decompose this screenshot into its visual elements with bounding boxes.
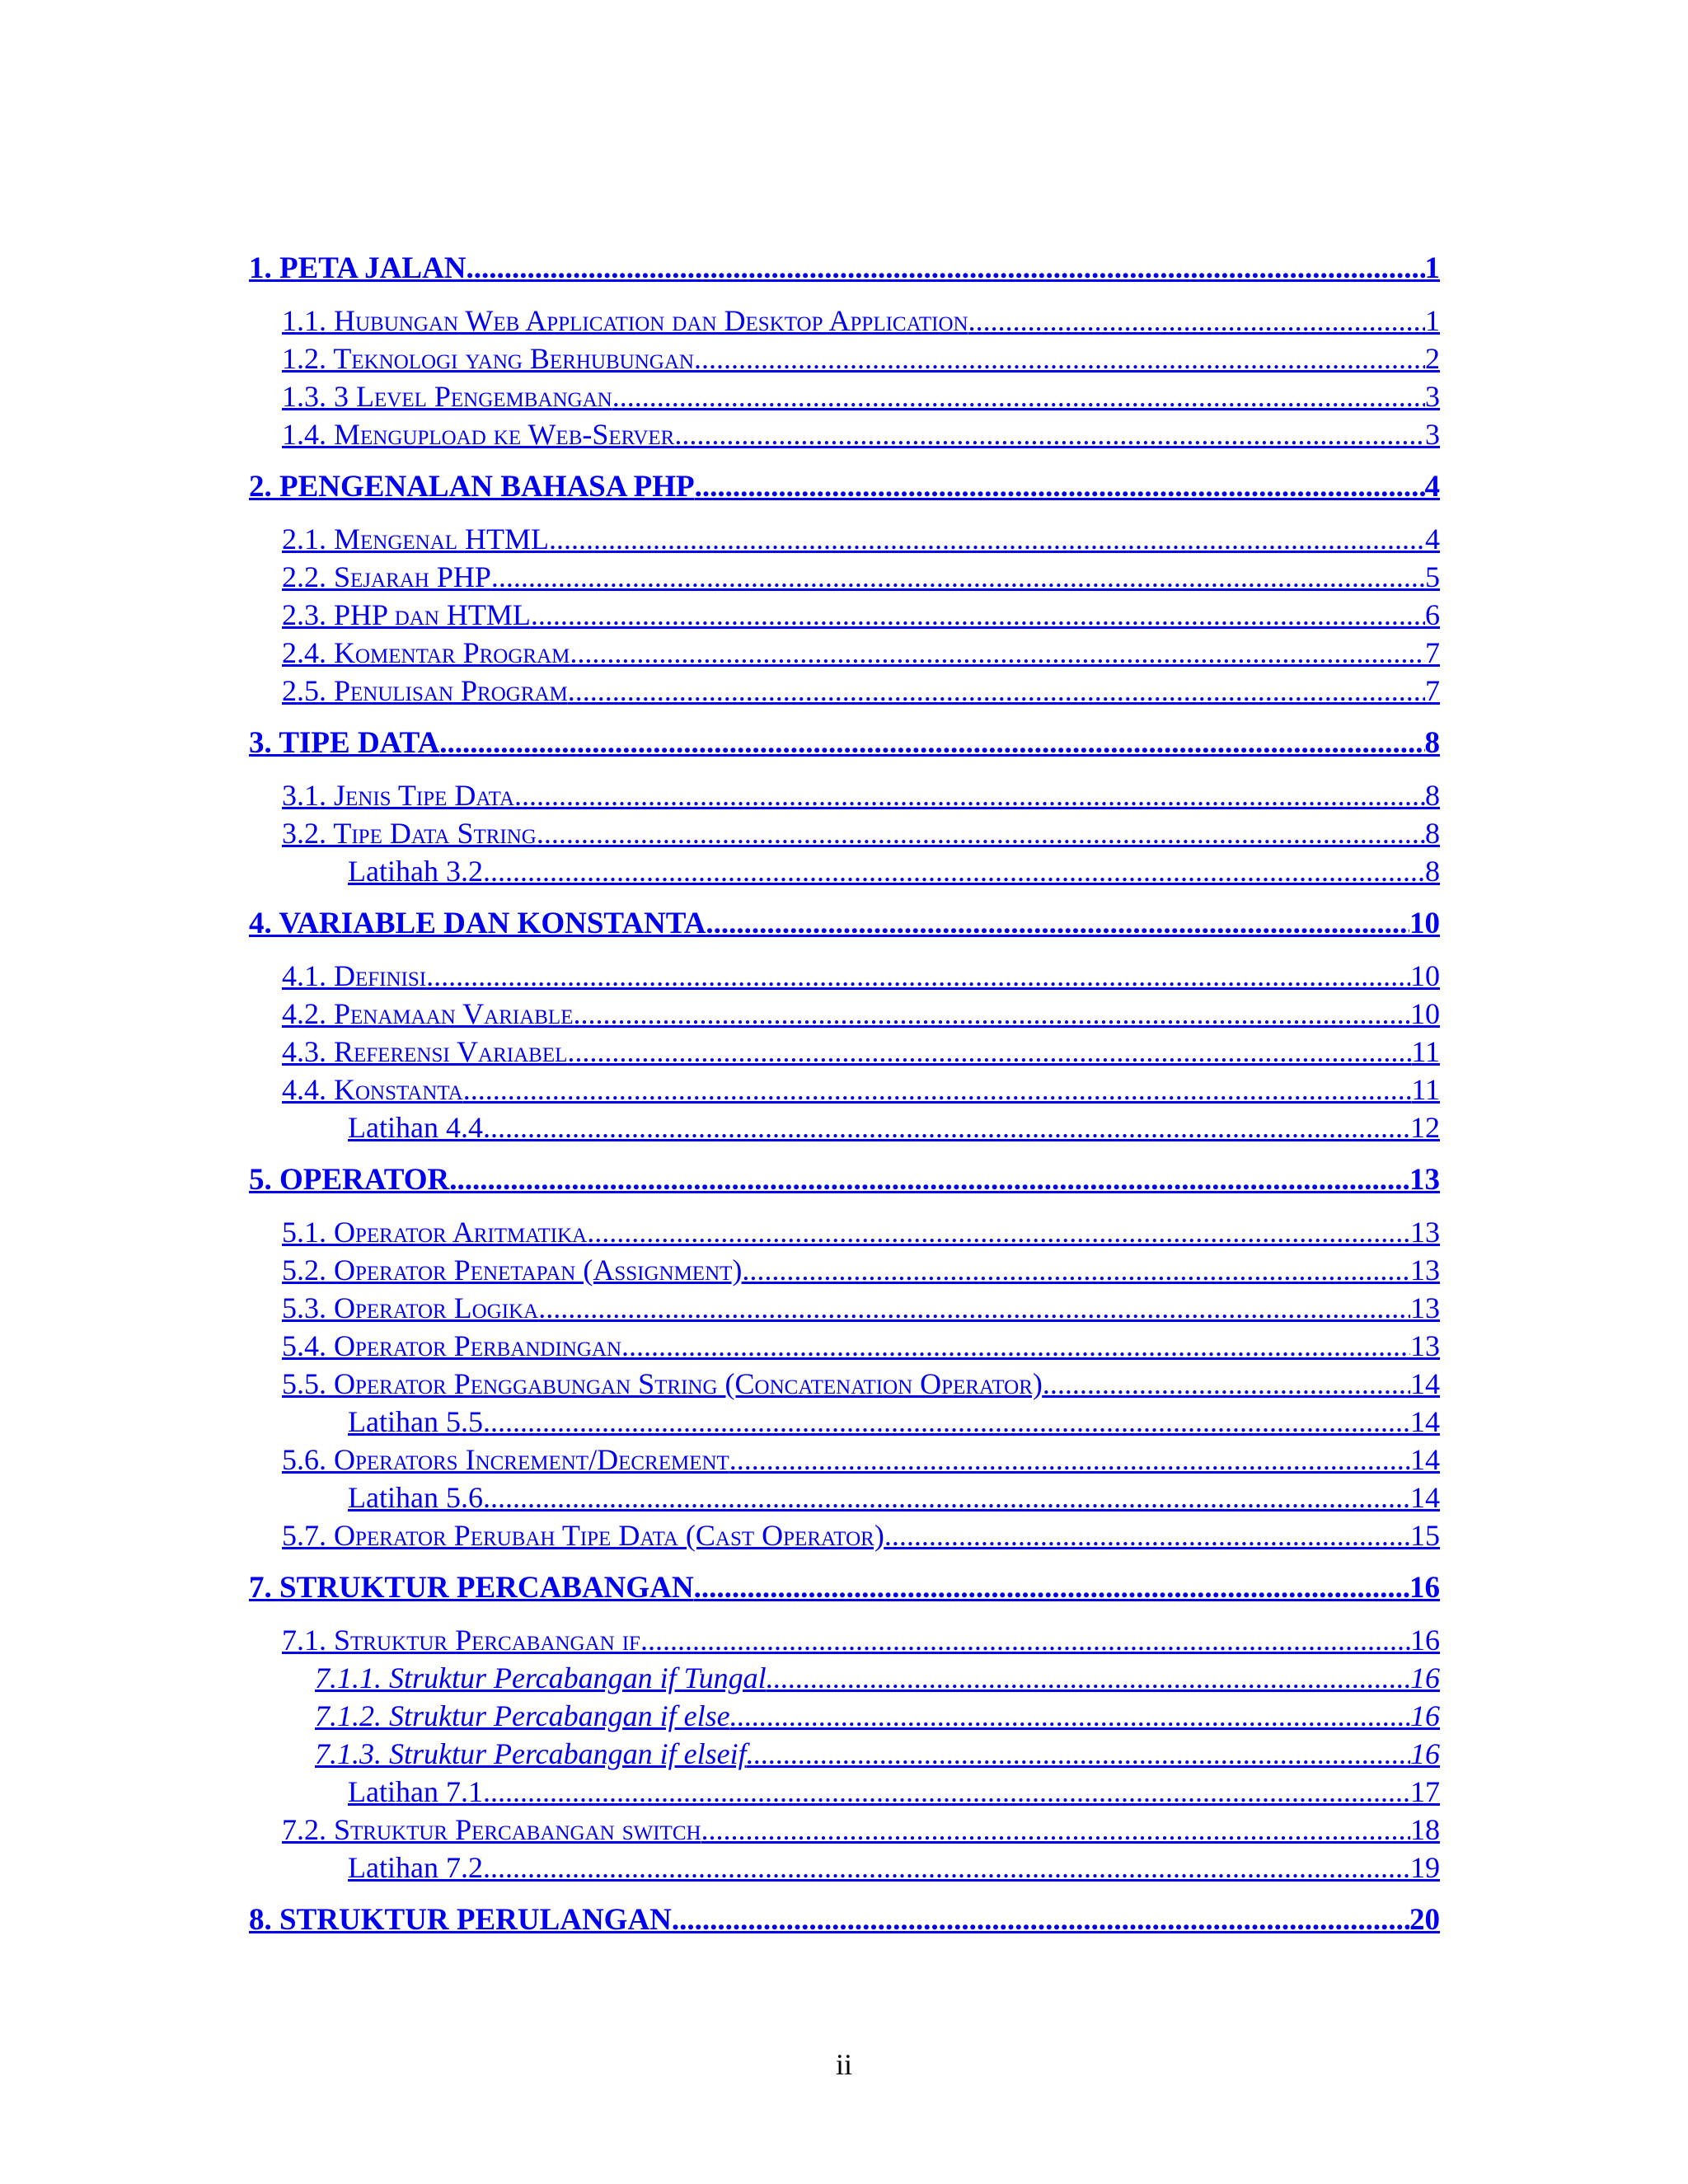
toc-chapter-link[interactable] — [249, 468, 1440, 506]
toc-entry-label: 5.5. Operator Penggabungan String (Concatenation Operator) — [282, 1367, 1043, 1400]
toc-entry-page: 10 — [1409, 907, 1440, 940]
toc-entry-page: 13 — [1410, 1291, 1440, 1324]
toc-entry-page: 17 — [1410, 1775, 1440, 1808]
toc-leader-dots — [538, 1289, 1410, 1327]
toc-leader-dots — [587, 1213, 1410, 1251]
toc-entry-page: 15 — [1410, 1519, 1440, 1552]
toc-chapter-link[interactable] — [249, 905, 1440, 943]
toc-entry-page: 3 — [1425, 418, 1440, 451]
toc-leader-dots — [767, 1659, 1410, 1697]
toc-entry-link[interactable] — [249, 1811, 1440, 1849]
toc-leader-dots — [1043, 1365, 1410, 1403]
toc-leader-dots — [483, 852, 1425, 890]
toc-entry-link[interactable] — [249, 814, 1440, 852]
toc-leader-dots — [694, 1569, 1409, 1607]
toc-entry-page: 19 — [1410, 1851, 1440, 1884]
toc-entry-link[interactable] — [249, 1516, 1440, 1554]
toc-entry-page: 1 — [1425, 304, 1440, 337]
toc-entry-link[interactable] — [249, 558, 1440, 596]
toc-entry-page: 4 — [1424, 470, 1440, 504]
toc-entry-link[interactable] — [249, 852, 1440, 890]
toc-entry-label: 4. VARIABLE DAN KONSTANTA — [249, 907, 706, 940]
toc-entry-page: 13 — [1410, 1254, 1440, 1286]
toc-entry-label: 7. STRUKTUR PERCABANGAN — [249, 1571, 694, 1605]
toc-entry-link[interactable] — [249, 1108, 1440, 1146]
toc-entry-link[interactable] — [249, 1659, 1440, 1697]
toc-entry-link[interactable] — [249, 1071, 1440, 1108]
toc-leader-dots — [483, 1108, 1410, 1146]
toc-entry-label: 3.1. Jenis Tipe Data — [282, 779, 515, 812]
toc-leader-dots — [531, 596, 1425, 634]
toc-entry-label: 7.1. Struktur Percabangan if — [282, 1624, 640, 1657]
toc-entry-label: 5.7. Operator Perubah Tipe Data (Cast Operator) — [282, 1519, 884, 1552]
toc-leader-dots — [426, 957, 1410, 995]
toc-entry-page: 7 — [1425, 674, 1440, 707]
toc-leader-dots — [621, 1327, 1410, 1365]
toc-entry-link[interactable] — [249, 634, 1440, 672]
toc-entry-label: 5.2. Operator Penetapan (Assignment) — [282, 1254, 743, 1286]
toc-entry-link[interactable] — [249, 1403, 1440, 1441]
toc-entry-page: 14 — [1410, 1405, 1440, 1438]
toc-leader-dots — [742, 1251, 1410, 1289]
toc-entry-label: 7.2. Struktur Percabangan switch — [282, 1813, 701, 1846]
toc-entry-link[interactable] — [249, 1327, 1440, 1365]
toc-leader-dots — [701, 1811, 1410, 1849]
toc-leader-dots — [537, 814, 1425, 852]
toc-entry-page: 12 — [1410, 1111, 1440, 1144]
toc-entry-label: Latihan 5.6 — [348, 1481, 483, 1514]
toc-leader-dots — [483, 1773, 1410, 1811]
toc-entry-page: 8 — [1424, 726, 1440, 760]
toc-leader-dots — [640, 1621, 1410, 1659]
toc-entry-page: 4 — [1425, 523, 1440, 555]
toc-leader-dots — [884, 1516, 1410, 1554]
toc-entry-page: 1 — [1424, 251, 1440, 285]
toc-leader-dots — [570, 634, 1425, 672]
toc-entry-label: 2.3. PHP dan HTML — [282, 598, 531, 631]
toc-leader-dots — [573, 995, 1410, 1033]
toc-entry-label: 4.2. Penamaan Variable — [282, 997, 574, 1030]
toc-leader-dots — [514, 776, 1425, 814]
toc-entry-label: Latihan 4.4 — [348, 1111, 483, 1144]
toc-entry-page: 3 — [1425, 380, 1440, 413]
toc-entry-label: Latihan 7.1 — [348, 1775, 483, 1808]
toc-entry-label: 5.4. Operator Perbandingan — [282, 1329, 622, 1362]
toc-entry-label: 7.1.2. Struktur Percabangan if else — [315, 1699, 730, 1732]
toc-entry-link[interactable] — [249, 1735, 1440, 1773]
toc-leader-dots — [463, 1071, 1412, 1108]
toc-entry-label: 7.1.1. Struktur Percabangan if Tungal — [315, 1661, 767, 1694]
toc-entry-label: 4.4. Konstanta — [282, 1073, 463, 1106]
toc-leader-dots — [483, 1849, 1410, 1886]
toc-entry-page: 8 — [1425, 779, 1440, 812]
toc-entry-label: 2.4. Komentar Program — [282, 636, 570, 669]
toc-entry-label: 1.1. Hubungan Web Application dan Desktop Application — [282, 304, 968, 337]
toc-leader-dots — [449, 1161, 1409, 1199]
toc-entry-link[interactable] — [249, 377, 1440, 415]
toc-entry-page: 5 — [1425, 560, 1440, 593]
toc-entry-link[interactable] — [249, 302, 1440, 340]
toc-entry-link[interactable] — [249, 1033, 1440, 1071]
toc-leader-dots — [695, 468, 1425, 506]
toc-entry-link[interactable] — [249, 1697, 1440, 1735]
toc-entry-label: 2. PENGENALAN BAHASA PHP — [249, 470, 695, 504]
toc-entry-link[interactable] — [249, 1441, 1440, 1479]
toc-entry-link[interactable] — [249, 1773, 1440, 1811]
toc-entry-label: 5.1. Operator Aritmatika — [282, 1216, 588, 1249]
toc-entry-page: 13 — [1410, 1329, 1440, 1362]
toc-chapter-link[interactable] — [249, 1901, 1440, 1939]
toc-entry-label: 1.2. Teknologi yang Berhubungan — [282, 342, 694, 375]
toc-leader-dots — [466, 250, 1424, 288]
toc-entry-page: 16 — [1410, 1624, 1440, 1657]
toc-leader-dots — [968, 302, 1425, 340]
toc-entry-label: 2.1. Mengenal HTML — [282, 523, 550, 555]
toc-leader-dots — [567, 1033, 1411, 1071]
toc-entry-page: 7 — [1425, 636, 1440, 669]
toc-entry-link[interactable] — [249, 415, 1440, 453]
toc-entry-page: 18 — [1410, 1813, 1440, 1846]
toc-entry-page: 13 — [1409, 1163, 1440, 1197]
toc-leader-dots — [483, 1403, 1410, 1441]
toc-entry-link[interactable] — [249, 520, 1440, 558]
toc-entry-page: 20 — [1409, 1903, 1440, 1937]
toc-leader-dots — [612, 377, 1425, 415]
toc-leader-dots — [706, 905, 1409, 943]
toc-entry-link[interactable] — [249, 1621, 1440, 1659]
toc-entry-link[interactable] — [249, 1213, 1440, 1251]
toc-entry-page: 11 — [1411, 1073, 1440, 1106]
toc-leader-dots — [549, 520, 1425, 558]
toc-entry-link[interactable] — [249, 1289, 1440, 1327]
toc-entry-link[interactable] — [249, 1251, 1440, 1289]
toc-entry-page: 11 — [1411, 1035, 1440, 1068]
toc-entry-page: 16 — [1410, 1699, 1440, 1732]
toc-entry-label: Latihan 5.5 — [348, 1405, 483, 1438]
toc-entry-label: 3. TIPE DATA — [249, 726, 440, 760]
toc-entry-label: Latihah 3.2 — [348, 855, 483, 888]
toc-entry-link[interactable] — [249, 340, 1440, 377]
toc-entry-page: 2 — [1425, 342, 1440, 375]
toc-chapter-link[interactable] — [249, 724, 1440, 762]
toc-entry-page: 10 — [1410, 997, 1440, 1030]
page-number: ii — [835, 2048, 852, 2081]
toc-leader-dots — [568, 672, 1425, 710]
toc-chapter-link[interactable] — [249, 1161, 1440, 1199]
toc-leader-dots — [483, 1479, 1410, 1516]
toc-entry-label: 4.3. Referensi Variabel — [282, 1035, 568, 1068]
toc-entry-link[interactable] — [249, 1479, 1440, 1516]
toc-leader-dots — [730, 1697, 1410, 1735]
toc-entry-page: 10 — [1410, 959, 1440, 992]
toc-entry-page: 16 — [1409, 1571, 1440, 1605]
toc-entry-page: 8 — [1425, 817, 1440, 850]
toc-entry-label: 5.3. Operator Logika — [282, 1291, 539, 1324]
toc-entry-page: 14 — [1410, 1443, 1440, 1476]
toc-entry-link[interactable] — [249, 672, 1440, 710]
toc-entry-link[interactable] — [249, 1365, 1440, 1403]
toc-entry-label: 5.6. Operators Increment/Decrement — [282, 1443, 729, 1476]
toc-entry-label: Latihan 7.2 — [348, 1851, 483, 1884]
toc-entry-label: 3.2. Tipe Data String — [282, 817, 537, 850]
toc-entry-link[interactable] — [249, 596, 1440, 634]
toc-entry-link[interactable] — [249, 995, 1440, 1033]
toc-entry-label: 2.2. Sejarah PHP — [282, 560, 491, 593]
toc-entry-label: 1. PETA JALAN — [249, 251, 467, 285]
toc-leader-dots — [729, 1441, 1410, 1479]
toc-entry-label: 7.1.3. Struktur Percabangan if elseif — [315, 1737, 747, 1770]
toc-leader-dots — [747, 1735, 1410, 1773]
toc-entry-page: 8 — [1425, 855, 1440, 888]
toc-entry-page: 16 — [1410, 1737, 1440, 1770]
toc-chapter-link[interactable] — [249, 1569, 1440, 1607]
toc-chapter-link[interactable] — [249, 250, 1440, 288]
toc-entry-page: 14 — [1410, 1367, 1440, 1400]
toc-entry-link[interactable] — [249, 1849, 1440, 1886]
toc-leader-dots — [674, 415, 1425, 453]
toc-leader-dots — [672, 1901, 1409, 1939]
toc-entry-label: 5. OPERATOR — [249, 1163, 450, 1197]
toc-entry-page: 16 — [1410, 1661, 1440, 1694]
toc-entry-label: 2.5. Penulisan Program — [282, 674, 568, 707]
toc-entry-link[interactable] — [249, 957, 1440, 995]
toc-entry-page: 6 — [1425, 598, 1440, 631]
toc-entry-label: 8. STRUKTUR PERULANGAN — [249, 1903, 672, 1937]
toc-entry-label: 4.1. Definisi — [282, 959, 427, 992]
toc-entry-label: 1.4. Mengupload ke Web-Server — [282, 418, 675, 451]
toc-entry-link[interactable] — [249, 776, 1440, 814]
toc-entry-label: 1.3. 3 Level Pengembangan — [282, 380, 612, 413]
toc-leader-dots — [439, 724, 1424, 762]
toc-leader-dots — [694, 340, 1425, 377]
toc-leader-dots — [491, 558, 1425, 596]
toc-entry-page: 13 — [1410, 1216, 1440, 1249]
toc-entry-page: 14 — [1410, 1481, 1440, 1514]
table-of-contents — [249, 250, 1440, 1953]
